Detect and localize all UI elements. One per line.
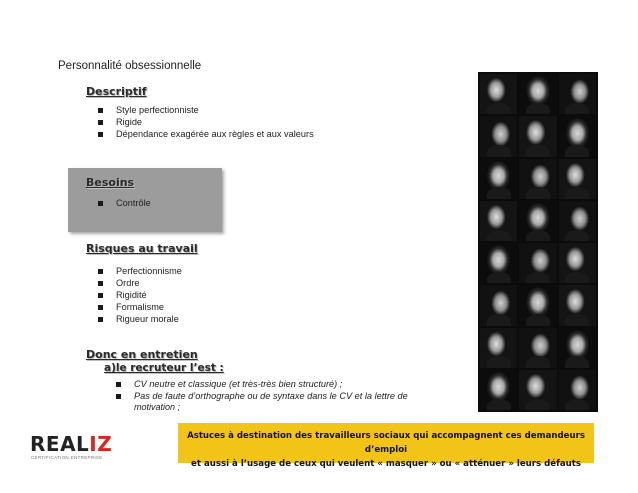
portrait-photo: [559, 159, 596, 199]
section-title-risques: Risques au travail: [86, 242, 198, 255]
portrait-photo: [519, 370, 556, 410]
portrait-photo: [559, 116, 596, 156]
portrait-photo: [480, 328, 517, 368]
portrait-photo: [519, 285, 556, 325]
logo-tagline: CERTIFICATION·ENTREPRISE: [31, 455, 103, 460]
section-title-descriptif: Descriptif: [86, 85, 147, 98]
portrait-photo: [519, 116, 556, 156]
list-item: Contrôle: [98, 197, 218, 209]
page-title: Personnalité obsessionnelle: [58, 60, 202, 72]
portrait-photo: [559, 328, 596, 368]
portrait-photo: [480, 116, 517, 156]
besoins-list: [98, 197, 218, 209]
portrait-photo: [519, 201, 556, 241]
list-item: Rigueur morale: [98, 313, 298, 325]
section-title-besoins: Besoins: [86, 176, 135, 189]
portrait-photo: [480, 201, 517, 241]
logo-text-a: REAL: [30, 432, 90, 456]
portrait-photo: [480, 285, 517, 325]
list-item: CV neutre et classique (et très-très bien structuré) ;: [116, 378, 456, 390]
portrait-photo: [480, 74, 517, 114]
portrait-photo: [480, 370, 517, 410]
list-item: Pas de faute d’orthographe ou de syntaxe dans le CV et la lettre de: [116, 390, 456, 402]
list-item: Style perfectionniste: [98, 104, 398, 116]
list-item: Perfectionnisme: [98, 265, 298, 277]
list-item: Ordre: [98, 277, 298, 289]
portrait-photo: [559, 201, 596, 241]
realiz-logo: [30, 432, 112, 456]
list-item: Formalisme: [98, 301, 298, 313]
list-item: Rigide: [98, 116, 398, 128]
descriptif-list: [98, 104, 398, 140]
portrait-photo: [559, 243, 596, 283]
portrait-photo: [519, 159, 556, 199]
banner-line-2: et aussi à l’usage de ceux qui veulent « masquer » ou « atténuer » leurs défauts: [191, 459, 581, 469]
portrait-photo: [480, 159, 517, 199]
portrait-photo: [480, 243, 517, 283]
entretien-list: [116, 378, 456, 402]
section-title-entretien: Donc en entretien: [86, 348, 198, 361]
logo-text-b: IZ: [89, 432, 113, 456]
banner-line-1: Astuces à destination des travailleurs sociaux qui accompagnent ces demandeurs d’emploi: [187, 431, 585, 455]
portrait-photo: [559, 74, 596, 114]
tips-banner: [178, 423, 594, 469]
portrait-photo: [519, 328, 556, 368]
portrait-photo: [559, 370, 596, 410]
portrait-photo: [519, 74, 556, 114]
risques-list: [98, 265, 298, 325]
list-item: Rigidité: [98, 289, 298, 301]
list-item: Dépendance exagérée aux règles et aux valeurs: [98, 128, 398, 140]
entretien-continuation: motivation ;: [134, 402, 181, 412]
portrait-photo: [559, 285, 596, 325]
entretien-subtitle: a)le recruteur l’est :: [104, 362, 224, 374]
portrait-photo: [519, 243, 556, 283]
portrait-photo-grid-icon: [478, 72, 598, 412]
